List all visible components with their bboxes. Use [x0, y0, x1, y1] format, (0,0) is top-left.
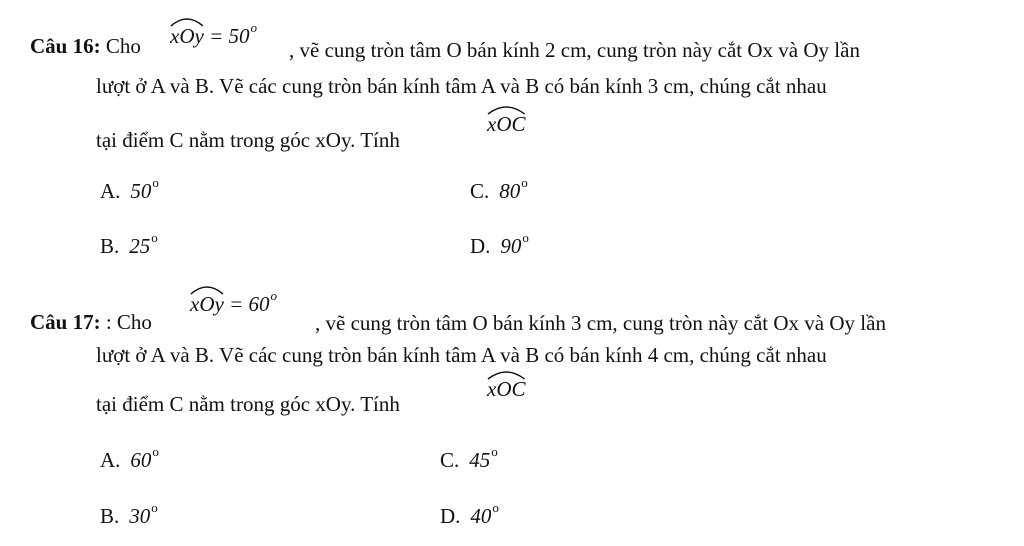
question-16-line-2: lượt ở A và B. Vẽ các cung tròn bán kính tâm A và B có bán kính 3 cm, chúng cắt nhau [96, 74, 827, 98]
option-value: 50 [130, 179, 152, 203]
question-16-given-angle-name: xOy [170, 24, 204, 48]
question-16-option-d[interactable] [470, 230, 529, 259]
degree-symbol: o [151, 500, 158, 515]
question-16-line-3: tại điểm C nằm trong góc xOy. Tính [96, 128, 400, 152]
angle-arc-icon [170, 24, 204, 49]
option-key: C. [440, 448, 460, 472]
angle-arc-icon [190, 292, 224, 317]
degree-symbol: o [521, 175, 528, 190]
question-17-ask-angle [487, 377, 526, 402]
option-key: D. [440, 504, 461, 528]
question-17-given-angle [190, 288, 277, 317]
question-16-ask-angle-name: xOC [487, 112, 526, 136]
angle-arc-icon [487, 377, 526, 402]
question-16-given-angle [170, 20, 257, 49]
question-16-ask-angle [487, 112, 526, 137]
option-key: A. [100, 448, 121, 472]
question-17-option-c[interactable] [440, 444, 498, 473]
question-17-label: Câu 17: [30, 310, 101, 334]
option-key: C. [470, 179, 490, 203]
question-16-given-value: = 50 [209, 24, 250, 48]
option-key: A. [100, 179, 121, 203]
option-value: 60 [130, 448, 152, 472]
option-key: B. [100, 504, 120, 528]
question-16-line-1-rest: , vẽ cung tròn tâm O bán kính 2 cm, cung tròn này cắt Ox và Oy lần [289, 38, 860, 62]
option-key: B. [100, 234, 120, 258]
degree-symbol: o [152, 444, 159, 459]
option-value: 40 [470, 504, 492, 528]
angle-arc-icon [487, 112, 526, 137]
question-17-given-angle-name: xOy [190, 292, 224, 316]
option-value: 30 [129, 504, 151, 528]
option-value: 25 [129, 234, 151, 258]
question-16-line-1 [30, 34, 141, 59]
degree-symbol: o [491, 444, 498, 459]
degree-symbol: o [250, 20, 257, 35]
degree-symbol: o [151, 230, 158, 245]
degree-symbol: o [152, 175, 159, 190]
question-16-option-b[interactable] [100, 230, 158, 259]
degree-symbol: o [270, 288, 277, 303]
question-16-option-a[interactable] [100, 175, 159, 204]
question-16-option-c[interactable] [470, 175, 528, 204]
question-17-line-2: lượt ở A và B. Vẽ các cung tròn bán kính tâm A và B có bán kính 4 cm, chúng cắt nhau [96, 343, 827, 367]
question-17-option-d[interactable] [440, 500, 499, 529]
question-17-line-1 [30, 310, 152, 335]
degree-symbol: o [522, 230, 529, 245]
option-value: 80 [499, 179, 521, 203]
option-value: 45 [469, 448, 491, 472]
option-key: D. [470, 234, 491, 258]
question-17-option-b[interactable] [100, 500, 158, 529]
option-value: 90 [500, 234, 522, 258]
question-16-intro: Cho [105, 34, 141, 58]
question-17-intro: : Cho [105, 310, 152, 334]
question-17-option-a[interactable] [100, 444, 159, 473]
degree-symbol: o [492, 500, 499, 515]
question-17-line-3: tại điểm C nằm trong góc xOy. Tính [96, 392, 400, 416]
question-17-line-1-rest: , vẽ cung tròn tâm O bán kính 3 cm, cung tròn này cắt Ox và Oy lần [315, 311, 886, 335]
question-17-given-value: = 60 [229, 292, 270, 316]
question-17-ask-angle-name: xOC [487, 377, 526, 401]
question-16-label: Câu 16: [30, 34, 101, 58]
